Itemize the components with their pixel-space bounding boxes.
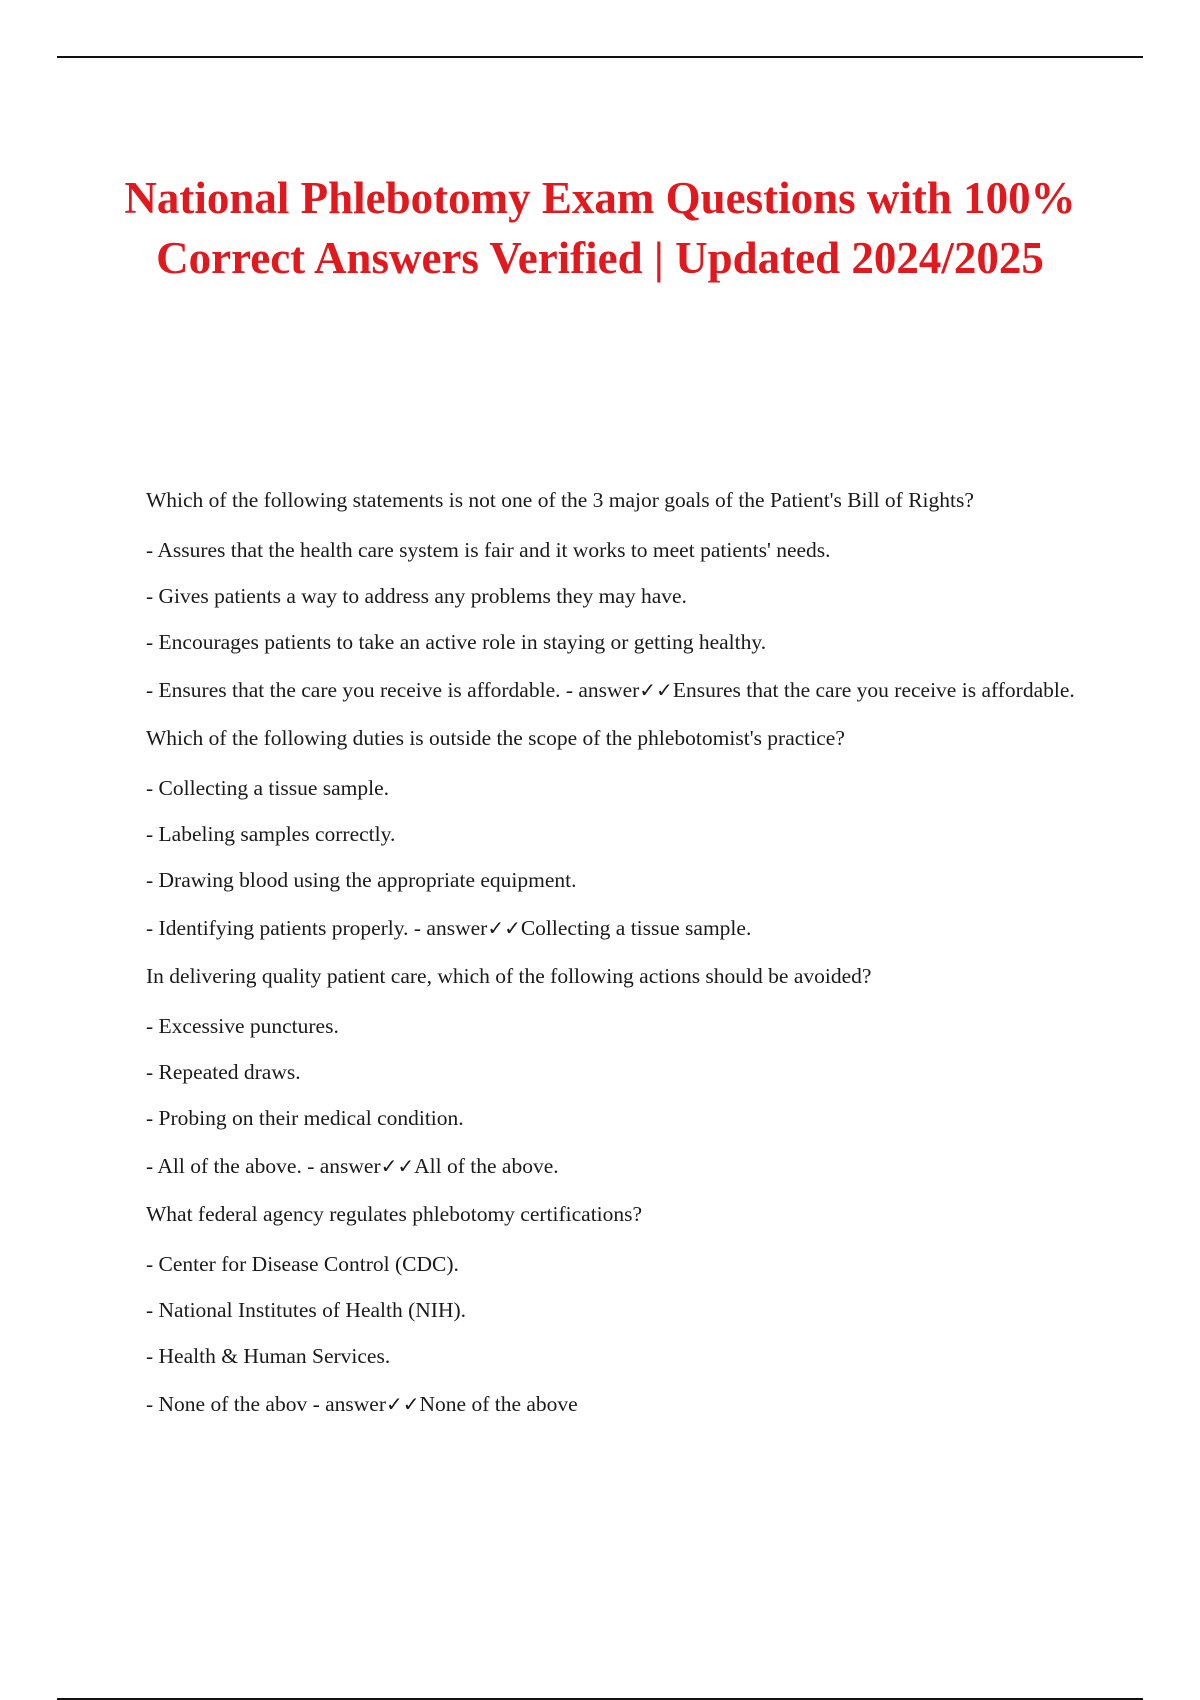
answer-option: - Health & Human Services. <box>146 1344 391 1368</box>
document-title: National Phlebotomy Exam Questions with 100% Correct Answers Verified | Updated 2024/2025 <box>124 173 1076 283</box>
answer-option: - Drawing blood using the appropriate equipment. <box>146 868 577 892</box>
question-prompt: What federal agency regulates phlebotomy certifications? <box>146 1202 643 1226</box>
question-prompt: Which of the following statements is not one of the 3 major goals of the Patient's Bill of Rights? <box>146 488 974 512</box>
question-prompt: In delivering quality patient care, which of the following actions should be avoided? <box>146 964 872 988</box>
double-checkmark-icon: ✓✓ <box>380 1154 415 1178</box>
answer-option: - National Institutes of Health (NIH). <box>146 1298 467 1322</box>
answer-option: - Repeated draws. <box>146 1060 301 1084</box>
correct-answer: All of the above. <box>414 1154 559 1178</box>
double-checkmark-icon: ✓✓ <box>487 916 521 940</box>
answer-option: - Encourages patients to take an active role in staying or getting healthy. <box>146 630 767 654</box>
top-rule <box>57 56 1143 58</box>
correct-answer: None of the above <box>419 1392 578 1416</box>
answer-option: - Excessive punctures. <box>146 1014 339 1038</box>
correct-answer: Collecting a tissue sample. <box>520 916 752 940</box>
answer-line <box>146 913 1086 951</box>
answer-line <box>146 675 1086 713</box>
answer-option: - Collecting a tissue sample. <box>146 776 390 800</box>
answer-option: - None of the abov - answer <box>146 1392 386 1416</box>
question-list <box>146 485 1086 1427</box>
question-prompt: Which of the following duties is outside the scope of the phlebotomist's practice? <box>146 726 845 750</box>
double-checkmark-icon: ✓✓ <box>386 1392 420 1416</box>
answer-option: - Probing on their medical condition. <box>146 1106 464 1130</box>
answer-option: - All of the above. - answer <box>146 1154 381 1178</box>
answer-option: - Assures that the health care system is fair and it works to meet patients' needs. <box>146 538 831 562</box>
double-checkmark-icon: ✓✓ <box>639 678 673 702</box>
answer-option: - Labeling samples correctly. <box>146 822 396 846</box>
answer-option: - Ensures that the care you receive is affordable. - answer <box>146 678 640 702</box>
correct-answer: Ensures that the care you receive is affordable. <box>672 678 1075 702</box>
answer-line <box>146 1389 1086 1427</box>
answer-option: - Gives patients a way to address any problems they may have. <box>146 584 687 608</box>
answer-option: - Identifying patients properly. - answer <box>146 916 488 940</box>
answer-line <box>146 1151 1086 1189</box>
answer-option: - Center for Disease Control (CDC). <box>146 1252 459 1276</box>
